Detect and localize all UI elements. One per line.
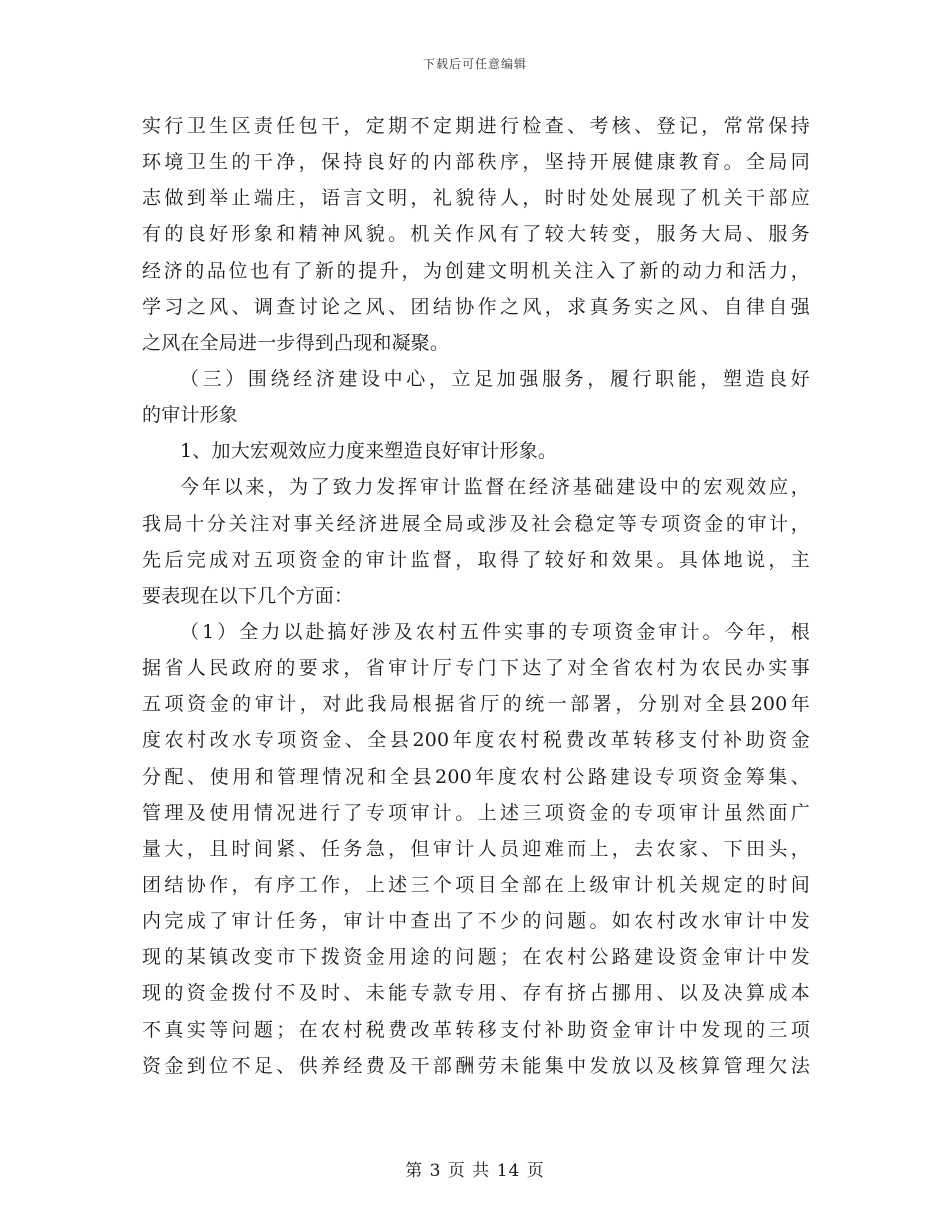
text-line-16: 据省人民政府的要求，省审计厅专门下达了对全省农村为农民办实事 [142, 657, 810, 680]
subheading-line: 1、加大宏观效应力度来塑造良好审计形象。 [180, 440, 558, 463]
page-header-note: 下载后可任意编辑 [422, 57, 527, 71]
text-line-6: 学习之风、调查讨论之风、团结协作之风，求真务实之风、自律自强 [142, 295, 810, 318]
text-line-24: 现的某镇改变市下拨资金用途的问题；在农村公路建设资金审计中发 [142, 946, 810, 969]
text-line-22: 团结协作，有序工作，上述三个项目全部在上级审计机关规定的时间 [142, 873, 810, 896]
page-number-footer: 第 3 页 共 14 页 [405, 1161, 545, 1181]
text-line-7: 之风在全局进一步得到凸现和凝聚。 [142, 331, 450, 354]
text-line-15: （1）全力以赴搞好涉及农村五件实事的专项资金审计。今年，根 [180, 620, 810, 643]
text-line-12: 我局十分关注对事关经济进展全局或涉及社会稳定等专项资金的审计， [142, 512, 810, 535]
text-line-14: 要表现在以下几个方面： [142, 584, 354, 607]
text-line-4: 有的良好形象和精神风貌。机关作风有了较大转变，服务大局、服务 [142, 223, 810, 246]
text-line-21: 量大，且时间紧、任务急，但审计人员迎难而上，去农家、下田头， [142, 837, 810, 860]
text-line-20: 管理及使用情况进行了专项审计。上述三项资金的专项审计虽然面广 [142, 801, 810, 824]
text-line-11: 今年以来，为了致力发挥审计监督在经济基础建设中的宏观效应， [180, 476, 810, 499]
text-line-2: 环境卫生的干净，保持良好的内部秩序，坚持开展健康教育。全局同 [142, 151, 810, 174]
text-line-5: 经济的品位也有了新的提升，为创建文明机关注入了新的动力和活力， [142, 259, 810, 282]
text-line-27: 资金到位不足、供养经费及干部酬劳未能集中发放以及核算管理欠法 [142, 1054, 810, 1077]
text-line-17: 五项资金的审计，对此我局根据省厅的统一部署，分别对全县200年 [142, 693, 810, 716]
section-heading-line-1: （三）围绕经济建设中心，立足加强服务，履行职能，塑造良好 [180, 367, 810, 390]
text-line-19: 分配、使用和管理情况和全县200年度农村公路建设专项资金筹集、 [142, 765, 810, 788]
text-line-25: 现的资金拨付不及时、未能专款专用、存有挤占挪用、以及决算成本 [142, 982, 810, 1005]
text-line-3: 志做到举止端庄，语言文明，礼貌待人，时时处处展现了机关干部应 [142, 187, 810, 210]
text-line-13: 先后完成对五项资金的审计监督，取得了较好和效果。具体地说，主 [142, 548, 810, 571]
text-line-1: 实行卫生区责任包干，定期不定期进行检查、考核、登记，常常保持 [142, 115, 810, 137]
section-heading-line-2: 的审计形象 [142, 404, 239, 427]
text-line-18: 度农村改水专项资金、全县200年度农村税费改革转移支付补助资金 [142, 729, 810, 752]
document-body [142, 108, 810, 1084]
text-line-26: 不真实等问题；在农村税费改革转移支付补助资金审计中发现的三项 [142, 1018, 810, 1041]
text-line-23: 内完成了审计任务，审计中查出了不少的问题。如农村改水审计中发 [142, 910, 810, 933]
